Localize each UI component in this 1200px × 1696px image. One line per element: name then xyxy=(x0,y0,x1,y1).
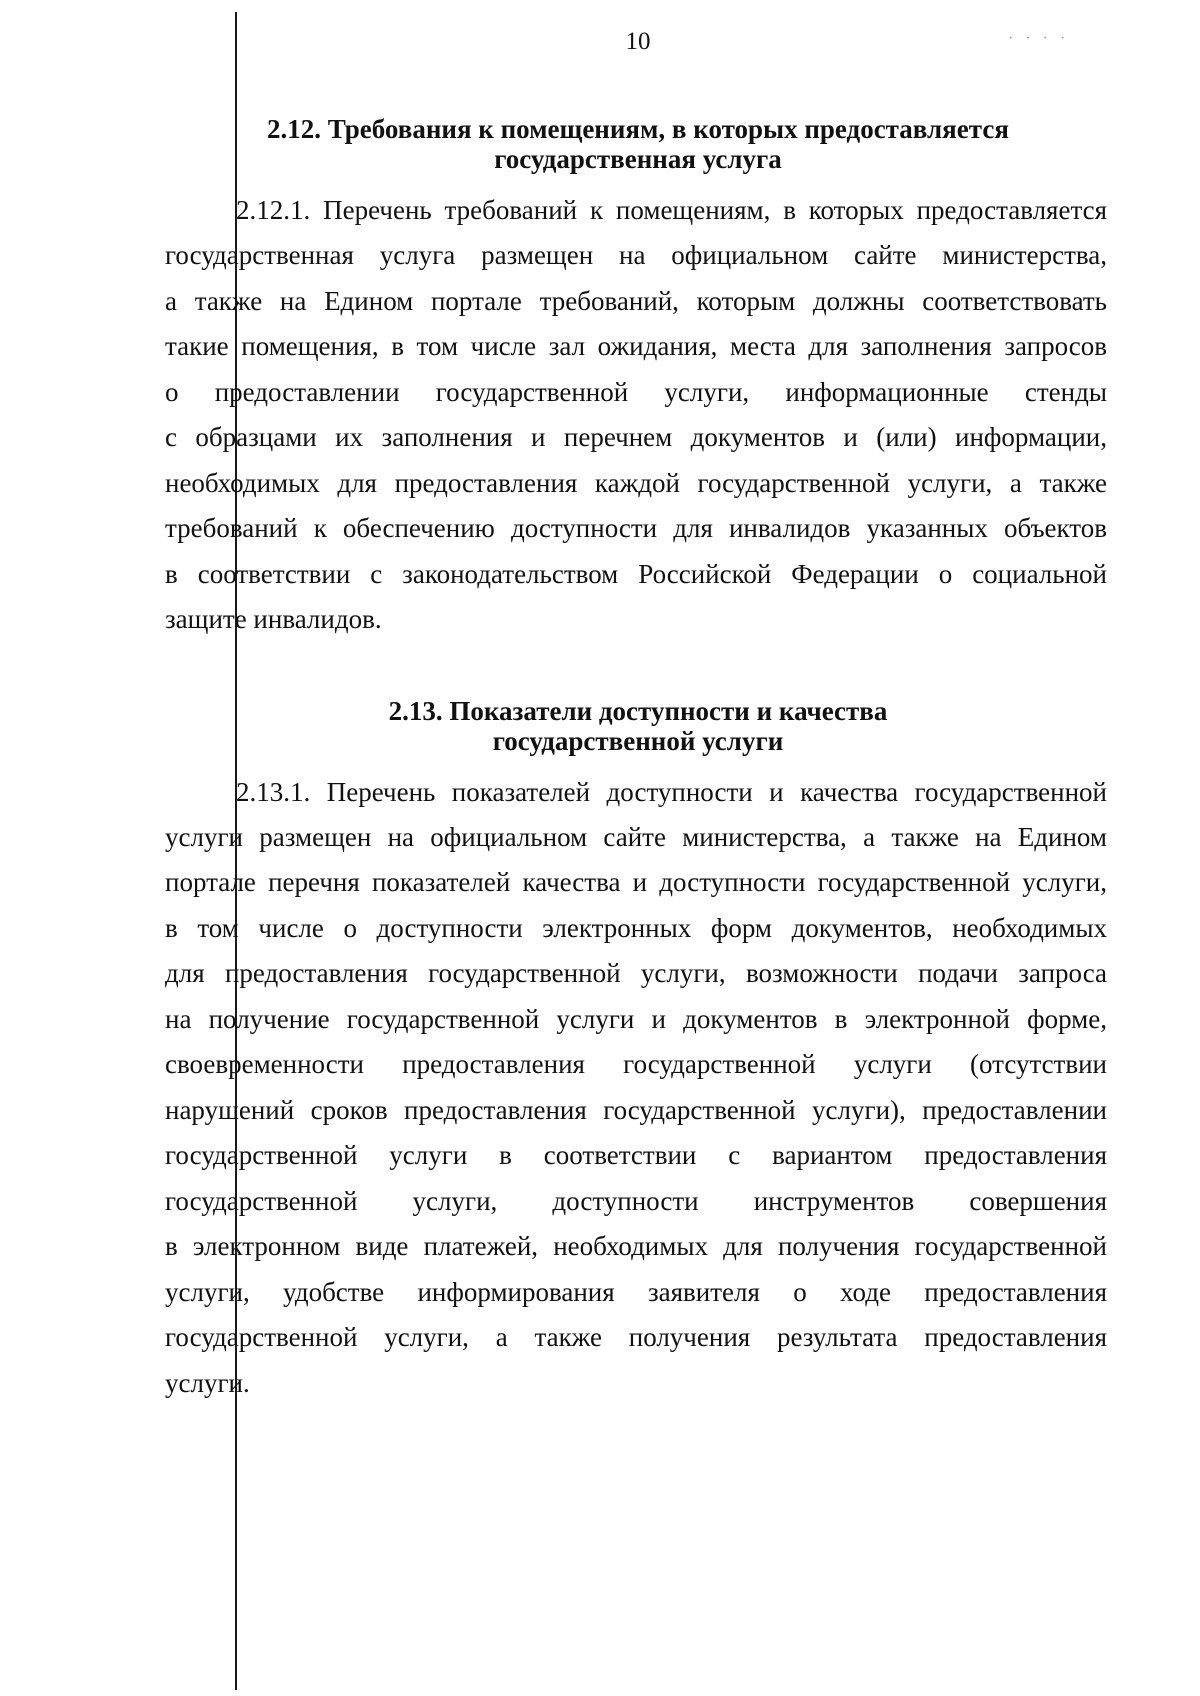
heading-line: государственная услуга xyxy=(494,144,782,174)
paragraph-line: портале перечня показателей качества и доступности государственной услуги, xyxy=(165,867,1107,897)
paragraph-line: а также на Едином портале требований, которым должны соответствовать xyxy=(165,286,1107,316)
paragraph-line: в электронном виде платежей, необходимых для получения государственной xyxy=(165,1231,1107,1261)
paragraph-line: услуги. xyxy=(165,1368,250,1398)
paragraph-line: своевременности предоставления государственной услуги (отсутствии xyxy=(165,1049,1107,1079)
paragraph-line: в соответствии с законодательством Российской Федерации о социальной xyxy=(165,559,1107,589)
paragraph-line: услуги, удобстве информирования заявителя о ходе предоставления xyxy=(165,1277,1107,1307)
paragraph-line: требований к обеспечению доступности для инвалидов указанных объектов xyxy=(165,513,1107,543)
paragraph-line: с образцами их заполнения и перечнем документов и (или) информации, xyxy=(165,422,1107,452)
paragraph-line: нарушений сроков предоставления государственной услуги), предоставлении xyxy=(165,1095,1107,1125)
paragraph-line: государственной услуги, доступности инструментов совершения xyxy=(165,1186,1107,1216)
paragraph-line: 2.12.1. Перечень требований к помещениям, в которых предоставляется xyxy=(236,195,1107,225)
heading-line: 2.12. Требования к помещениям, в которых предоставляется xyxy=(267,114,1009,144)
heading-line: государственной услуги xyxy=(492,726,784,756)
paragraph-line: на получение государственной услуги и документов в электронной форме, xyxy=(165,1004,1107,1034)
paragraph-line: государственная услуга размещен на официальном сайте министерства, xyxy=(165,240,1107,270)
page-number: 10 xyxy=(625,28,651,55)
paragraph-line: в том числе о доступности электронных форм документов, необходимых xyxy=(165,913,1107,943)
paragraph-line: 2.13.1. Перечень показателей доступности и качества государственной xyxy=(236,777,1107,807)
paragraph-line: услуги размещен на официальном сайте министерства, а также на Едином xyxy=(165,822,1107,852)
paragraph-line: защите инвалидов. xyxy=(165,604,382,634)
paragraph-line: такие помещения, в том числе зал ожидания, места для заполнения запросов xyxy=(165,331,1107,361)
paragraph-line: государственной услуги в соответствии с вариантом предоставления xyxy=(165,1140,1107,1170)
section-2-12-heading xyxy=(230,114,1046,174)
section-2-13-heading xyxy=(230,696,1046,756)
paragraph-line: о предоставлении государственной услуги, информационные стенды xyxy=(165,377,1107,407)
paragraph-line: для предоставления государственной услуги, возможности подачи запроса xyxy=(165,958,1107,988)
paragraph-line: государственной услуги, а также получения результата предоставления xyxy=(165,1322,1107,1352)
scan-artifact-dots: · · · · xyxy=(1008,30,1070,47)
heading-line: 2.13. Показатели доступности и качества xyxy=(388,696,888,726)
paragraph-line: необходимых для предоставления каждой государственной услуги, а также xyxy=(165,468,1107,498)
